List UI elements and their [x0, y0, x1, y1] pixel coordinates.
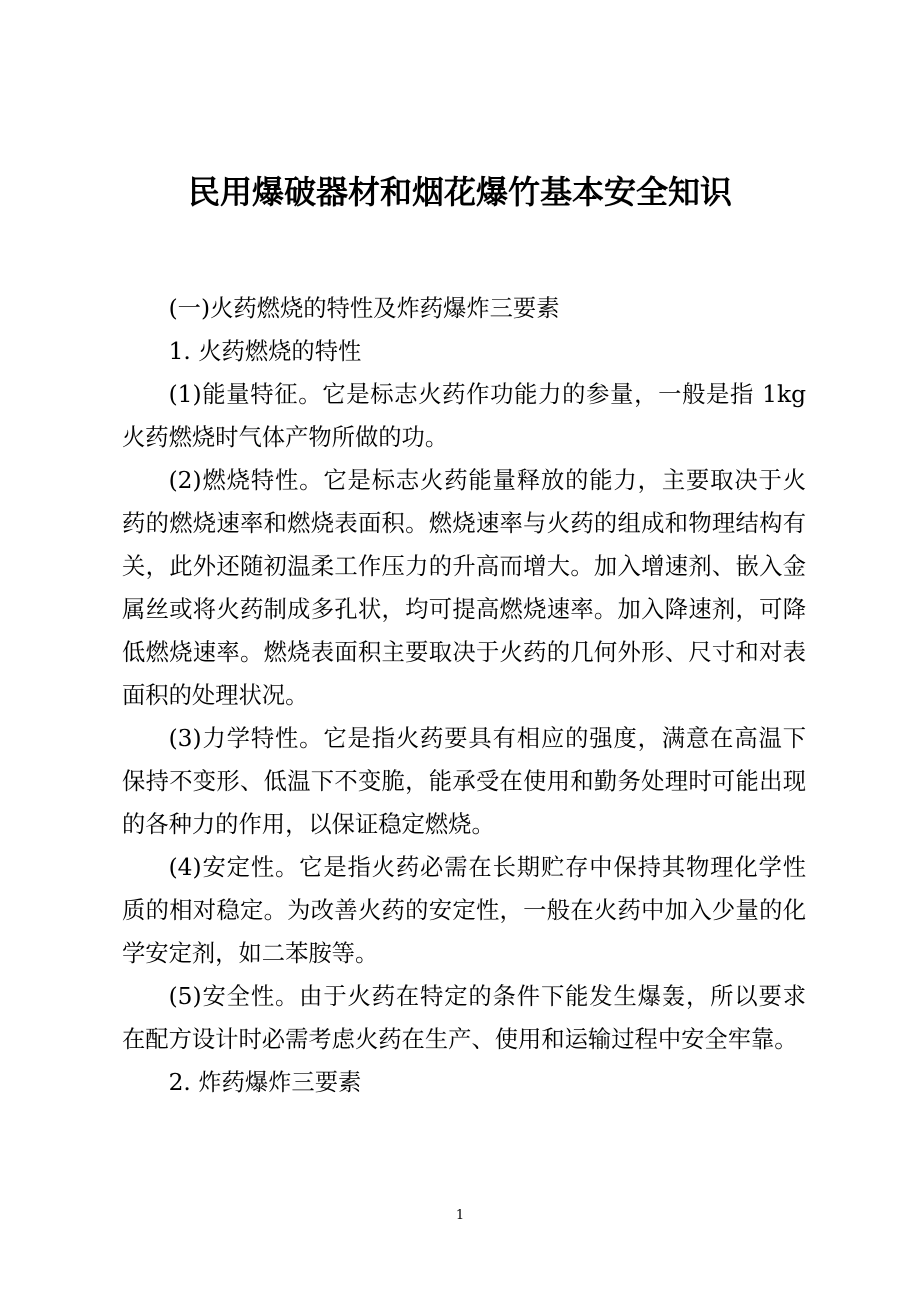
- document-title: 民用爆破器材和烟花爆竹基本安全知识: [187, 173, 732, 211]
- paragraph-mechanics: (3)力学特性。它是指火药要具有相应的强度，满意在高温下保持不变形、低温下不变脆，能承受在使用和勤务处理时可能出现的各种力的作用，以保证稳定燃烧。: [122, 725, 806, 838]
- section-heading: (一)火药燃烧的特性及炸药爆炸三要素: [168, 295, 560, 322]
- paragraph-energy: (1)能量特征。它是标志火药作功能力的参量，一般是指 1kg 火药燃烧时气体产物所做的功。: [122, 381, 806, 451]
- paragraph-safety: (5)安全性。由于火药在特定的条件下能发生爆轰，所以要求在配方设计时必需考虑火药在生产、使用和运输过程中安全牢靠。: [122, 983, 806, 1053]
- paragraph-combustion: (2)燃烧特性。它是标志火药能量释放的能力，主要取决于火药的燃烧速率和燃烧表面积。燃烧速率与火药的组成和物理结构有关，此外还随初温柔工作压力的升高而增大。加入增速剂、嵌入金属丝或将火药制成多孔状，均可提高燃烧速率。加入降速剂，可降低燃烧速率。燃烧表面积主要取决于火药的几何外形、尺寸和对表面积的处理状况。: [122, 467, 806, 709]
- subsection-heading: 1. 火药燃烧的特性: [168, 338, 362, 365]
- paragraph-stability: (4)安定性。它是指火药必需在长期贮存中保持其物理化学性质的相对稳定。为改善火药的安定性，一般在火药中加入少量的化学安定剂，如二苯胺等。: [122, 854, 806, 967]
- subsection-heading: 2. 炸药爆炸三要素: [168, 1069, 362, 1096]
- document-body: [122, 287, 806, 1104]
- page-number: 1: [455, 1208, 465, 1223]
